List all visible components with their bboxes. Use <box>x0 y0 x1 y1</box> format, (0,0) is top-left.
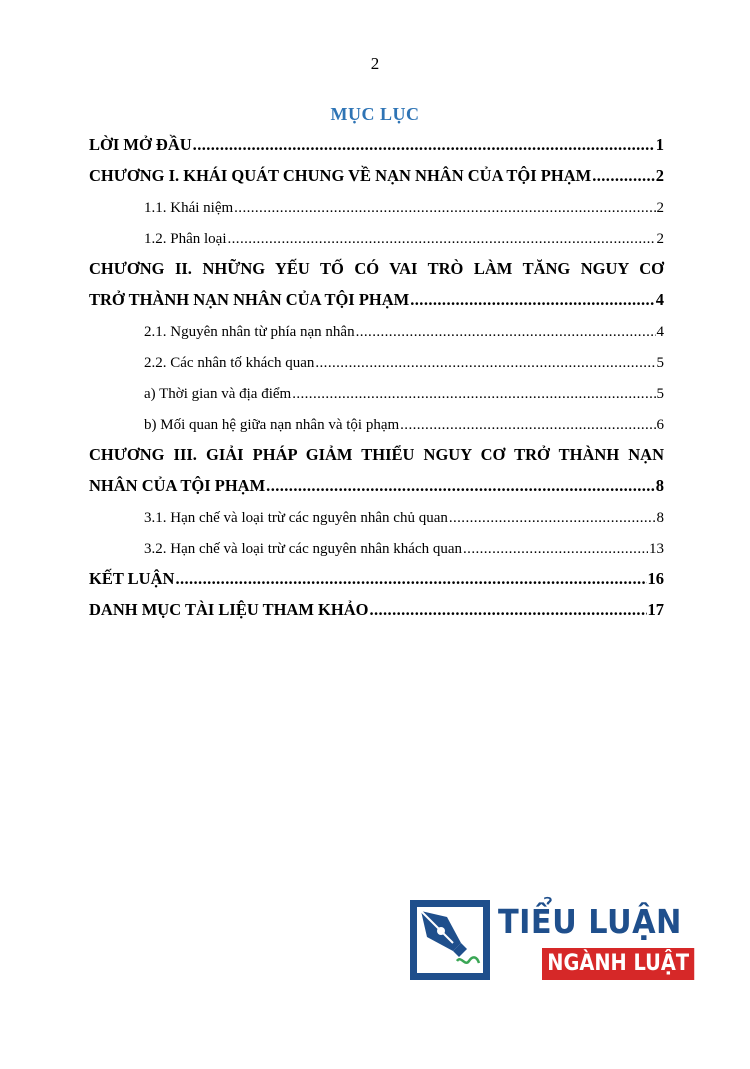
leader-dots <box>266 476 655 496</box>
page-number: 2 <box>370 54 380 73</box>
toc-entry-page: 2 <box>656 231 664 247</box>
toc-entry-page: 4 <box>656 324 664 340</box>
toc-entry-text: CHƯƠNG II. NHỮNG YẾU TỐ CÓ VAI TRÒ LÀM TĂNG NGUY CƠ <box>89 259 664 278</box>
toc-entry-text: a) Thời gian và địa điểm <box>144 386 292 402</box>
toc-entry-text: DANH MỤC TÀI LIỆU THAM KHẢO <box>89 600 369 619</box>
leader-dots <box>449 510 656 527</box>
toc-heading: MỤC LỤC <box>330 104 420 124</box>
toc-entry-1-2[interactable] <box>89 225 664 256</box>
toc-entry-3-2[interactable] <box>89 535 664 566</box>
leader-dots <box>369 600 646 620</box>
toc-entry-2-2[interactable] <box>89 349 664 380</box>
toc-entry-text: 2.2. Các nhân tố khách quan <box>144 355 315 371</box>
toc-entry-references[interactable] <box>89 597 664 628</box>
logo-title: TIỂU LUẬN <box>498 902 682 941</box>
leader-dots <box>228 231 656 248</box>
toc-entry-page: 16 <box>647 569 664 588</box>
toc-entry-text: 3.1. Hạn chế và loại trừ các nguyên nhân chủ quan <box>144 510 448 526</box>
toc-entry-2-2-b[interactable] <box>89 411 664 442</box>
leader-dots <box>234 200 655 217</box>
toc-entry-text: 2.1. Nguyên nhân từ phía nạn nhân <box>144 324 355 340</box>
leader-dots <box>315 355 655 372</box>
toc-entry-conclusion[interactable] <box>89 566 664 597</box>
toc-entry-chapter-1[interactable] <box>89 163 664 194</box>
toc-entry-page: 1 <box>655 135 664 154</box>
toc-entry-text: b) Mối quan hệ giữa nạn nhân và tội phạm <box>144 417 400 433</box>
toc-entry-page: 5 <box>656 386 664 402</box>
toc-entry-page: 8 <box>656 510 664 526</box>
toc-entry-text: 1.2. Phân loại <box>144 231 227 247</box>
toc-entry-chapter-3[interactable] <box>89 442 664 473</box>
toc-entry-chapter-2[interactable] <box>89 256 664 287</box>
leader-dots <box>193 135 655 155</box>
logo-subtitle: NGÀNH LUẬT <box>542 948 694 980</box>
leader-dots <box>356 324 656 341</box>
toc-entry-page: 4 <box>655 290 664 309</box>
toc-entry-text: KẾT LUẬN <box>89 569 175 588</box>
leader-dots <box>592 166 655 186</box>
toc-entry-chapter-3-cont[interactable] <box>89 473 664 504</box>
toc-entry-page: 13 <box>649 541 664 557</box>
toc-entry-text: LỜI MỞ ĐẦU <box>89 135 192 154</box>
fountain-pen-icon <box>410 900 490 980</box>
toc-entry-1-1[interactable] <box>89 194 664 225</box>
toc-entry-2-2-a[interactable] <box>89 380 664 411</box>
toc-entry-page: 8 <box>655 476 664 495</box>
toc-entry-text: 1.1. Khái niệm <box>144 200 234 216</box>
toc-entry-page: 6 <box>656 417 664 433</box>
toc-entry-text: 3.2. Hạn chế và loại trừ các nguyên nhân khách quan <box>144 541 463 557</box>
leader-dots <box>292 386 655 403</box>
toc-entry-page: 2 <box>656 200 664 216</box>
toc-entry-page: 2 <box>655 166 664 185</box>
toc-entry-2-1[interactable] <box>89 318 664 349</box>
leader-dots <box>175 569 646 589</box>
toc-entry-introduction[interactable] <box>89 132 664 163</box>
toc-entry-text: CHƯƠNG III. GIẢI PHÁP GIẢM THIỂU NGUY CƠ TRỞ THÀNH NẠN <box>89 445 664 464</box>
toc-entry-page: 5 <box>656 355 664 371</box>
toc-entry-page: 17 <box>647 600 664 619</box>
toc-entry-chapter-2-cont[interactable] <box>89 287 664 318</box>
toc-entry-text-cont: NHÂN CỦA TỘI PHẠM <box>89 476 266 495</box>
toc-entry-text: CHƯƠNG I. KHÁI QUÁT CHUNG VỀ NẠN NHÂN CỦA TỘI PHẠM <box>89 166 592 185</box>
logo <box>410 900 690 984</box>
table-of-contents <box>89 132 664 628</box>
leader-dots <box>463 541 648 558</box>
toc-entry-text-cont: TRỞ THÀNH NẠN NHÂN CỦA TỘI PHẠM <box>89 290 410 309</box>
leader-dots <box>410 290 655 310</box>
toc-entry-3-1[interactable] <box>89 504 664 535</box>
leader-dots <box>400 417 655 434</box>
